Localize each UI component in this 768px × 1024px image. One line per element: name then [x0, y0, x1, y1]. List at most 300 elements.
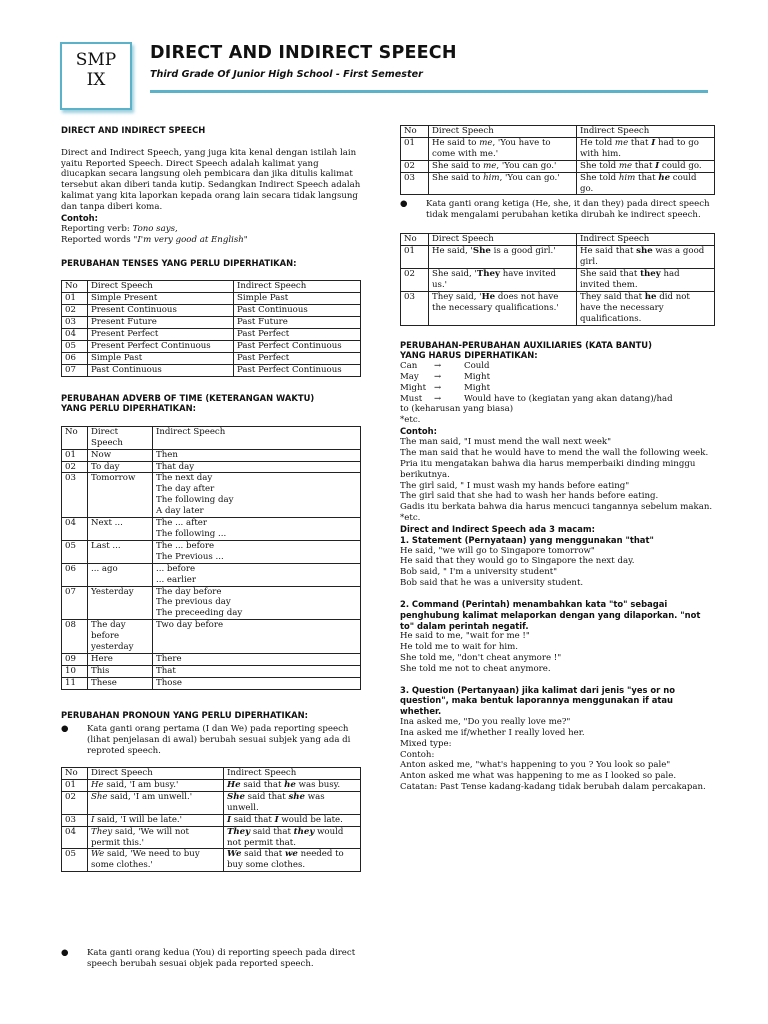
- adverb-cell: [153, 473, 361, 518]
- aux-must-cont: to (keharusan yang biasa): [400, 404, 514, 415]
- table-row: [62, 305, 361, 317]
- tenses-cell: Past Perfect Continuous: [234, 364, 361, 376]
- row-number: 02: [401, 268, 429, 291]
- adverb-cell: 09: [62, 653, 88, 665]
- table-row: [401, 291, 715, 325]
- pronoun-bullet-2: [61, 948, 361, 970]
- adverb-cell-line: The day before: [156, 586, 222, 597]
- direct-text: said, 'We need to buy some clothes.': [91, 849, 200, 871]
- badge-line-2: IX: [86, 70, 106, 90]
- tenses-cell: Simple Past: [88, 352, 234, 364]
- adverb-cell: This: [88, 665, 153, 677]
- direct-text: , 'You can go.': [496, 160, 557, 171]
- aux-heading-1: PERUBAHAN-PERUBAHAN AUXILIARIES (KATA BANTU): [400, 339, 652, 350]
- intro-heading: DIRECT AND INDIRECT SPEECH: [61, 125, 206, 135]
- aux-to: Would have to (kegiatan yang akan datang)/had: [464, 393, 673, 404]
- tenses-cell: 04: [62, 328, 88, 340]
- aux-etc-1: *etc.: [400, 415, 421, 426]
- table-row: [62, 791, 361, 814]
- adverb-cell-line: The next day: [156, 473, 213, 484]
- page-title: DIRECT AND INDIRECT SPEECH: [150, 43, 457, 63]
- indirect-cell: [577, 268, 715, 291]
- adverb-cell: 01: [62, 449, 88, 461]
- subject: they: [640, 268, 661, 279]
- tenses-cell: 01: [62, 293, 88, 305]
- direct-cell: [429, 160, 577, 172]
- tenses-cell: Present Future: [88, 316, 234, 328]
- subject: We: [91, 849, 105, 860]
- indirect-text: would be late.: [278, 814, 343, 825]
- table-row: [401, 160, 715, 172]
- table-row: [62, 352, 361, 364]
- adverb-cell-line: The following ...: [156, 529, 227, 540]
- indirect-text: said that: [241, 849, 285, 860]
- indirect-text: that: [628, 137, 652, 148]
- arrow-icon: →: [434, 393, 442, 404]
- indirect-cell: [577, 160, 715, 172]
- tenses-cell: Past Future: [234, 316, 361, 328]
- adverb-cell-line: The day after: [156, 484, 215, 495]
- pron1-header-cell: Indirect Speech: [224, 768, 361, 780]
- subject: he: [644, 291, 657, 302]
- pronoun-table-3: [400, 233, 715, 325]
- row-number: 02: [401, 160, 429, 172]
- adverb-cell-line: The following day: [156, 495, 234, 506]
- indirect-text: He said that: [580, 246, 637, 257]
- tenses-cell: Past Perfect: [234, 328, 361, 340]
- adverb-cell: There: [153, 653, 361, 665]
- subject: he: [658, 172, 671, 183]
- indirect-text: was busy.: [295, 780, 341, 790]
- arrow-icon: →: [434, 382, 442, 393]
- adverb-cell-line: before: [91, 631, 120, 642]
- example-line: He said, "we will go to Singapore tomorrow": [400, 545, 595, 556]
- adverb-cell: Tomorrow: [88, 473, 153, 518]
- example-line: Anton asked me what was happening to me as I looked so pale.: [400, 771, 677, 782]
- adverb-cell: Next ...: [88, 518, 153, 541]
- direct-cell: [88, 780, 224, 792]
- table-row: [62, 340, 361, 352]
- indirect-cell: [224, 849, 361, 872]
- bullet-glyph: ●: [61, 724, 69, 735]
- intro-words-value: "I'm very good at English": [133, 234, 248, 245]
- pronoun-bullet-1-text: Kata ganti orang pertama (I dan We) pada reporting speech (lihat penjelasan di awal) berubah sesuai subjek yang ada di reproted speech.: [87, 724, 351, 757]
- aux-list: [400, 361, 715, 405]
- indirect-text: He told: [580, 137, 615, 148]
- subject: I: [651, 137, 656, 148]
- row-number: 02: [62, 791, 88, 814]
- indirect-text: She told: [580, 160, 619, 171]
- direct-text: does not have the necessary qualifications.': [432, 291, 559, 313]
- table-row: [62, 449, 361, 461]
- object: me: [483, 160, 497, 171]
- aux-row: [400, 361, 715, 372]
- adverb-cell: [153, 540, 361, 563]
- example-line: He said that they would go to Singapore the next day.: [400, 556, 635, 567]
- pronoun-table-1: [61, 767, 361, 872]
- indirect-text: She said that: [580, 268, 641, 279]
- adverb-cell-line: The ... after: [156, 518, 207, 529]
- adverb-cell: 03: [62, 473, 88, 518]
- direct-cell: [88, 791, 224, 814]
- arrow-icon: →: [434, 371, 442, 382]
- tenses-cell: 07: [62, 364, 88, 376]
- example-line: Anton asked me, "what's happening to you ? You look so pale": [400, 760, 671, 771]
- adverb-heading-2: YANG PERLU DIPERHATIKAN:: [61, 403, 196, 414]
- adverb-cell: That: [153, 665, 361, 677]
- adverb-cell: 02: [62, 461, 88, 473]
- subject: we: [284, 849, 298, 860]
- pronoun-bullet-3-text: Kata ganti orang ketiga (He, she, it dan they) pada direct speech tidak mengalami perubahan ketika dirubah ke indirect speech.: [426, 199, 710, 221]
- intro-words-label: Reported words: [61, 234, 134, 245]
- subject: I: [227, 814, 232, 825]
- tenses-cell: Past Perfect Continuous: [234, 340, 361, 352]
- direct-text: She said to: [432, 172, 484, 183]
- indirect-text: that: [632, 160, 656, 171]
- intro-words: [61, 235, 361, 246]
- table-row: [62, 826, 361, 849]
- direct-cell: [429, 291, 577, 325]
- indirect-text: could go.: [580, 172, 697, 194]
- adverb-cell: Now: [88, 449, 153, 461]
- adverb-heading-1: PERUBAHAN ADVERB OF TIME (KETERANGAN WAKTU): [61, 392, 315, 403]
- table-row: [62, 364, 361, 376]
- indirect-text: had to go with him.: [580, 137, 699, 159]
- subject: they: [293, 826, 315, 837]
- object: him: [483, 172, 500, 183]
- indirect-cell: [577, 137, 715, 160]
- aux-from: Must: [400, 393, 423, 404]
- object: me: [614, 137, 629, 148]
- object: him: [618, 172, 636, 183]
- adverb-cell: 11: [62, 677, 88, 689]
- adverb-cell-line: The previous day: [156, 597, 231, 608]
- indirect-text: said that: [240, 780, 285, 790]
- indirect-text: They said that: [580, 291, 645, 302]
- indirect-cell: [577, 246, 715, 269]
- aux-from: Might: [400, 382, 427, 393]
- aux-to: Could: [464, 360, 490, 371]
- adverb-cell: [88, 620, 153, 654]
- subject: I: [274, 814, 279, 825]
- table-row: [62, 563, 361, 586]
- table-row: [62, 540, 361, 563]
- adverb-cell-line: The ... before: [156, 540, 215, 551]
- direct-text: He said, ': [432, 246, 473, 257]
- pronoun-bullet-1: [61, 724, 361, 757]
- intro-verb-value: Tono says,: [132, 223, 178, 234]
- pron2-header-cell: Direct Speech: [429, 126, 577, 138]
- aux-example-line: The girl said that she had to wash her hands before eating.: [400, 491, 659, 502]
- aux-example-line: Gadis itu berkata bahwa dia harus mencuci tangannya sebelum makan.: [400, 502, 713, 513]
- pron3-header-cell: No: [401, 234, 429, 246]
- badge-line-1: SMP: [75, 50, 117, 70]
- table-row: [62, 849, 361, 872]
- direct-text: , 'You have to come with me.': [432, 137, 551, 159]
- row-number: 01: [401, 137, 429, 160]
- table-row: [62, 473, 361, 518]
- types-heading: Direct and Indirect Speech ada 3 macam:: [400, 524, 595, 535]
- indirect-cell: [224, 791, 361, 814]
- pronoun-table-2: [400, 125, 715, 195]
- indirect-cell: [577, 291, 715, 325]
- aux-from: Can: [400, 360, 418, 371]
- subject: They: [476, 268, 500, 279]
- bullet-glyph: ●: [400, 199, 408, 210]
- subject: He: [227, 780, 241, 790]
- direct-text: She said to: [432, 160, 484, 171]
- adverb-cell: 05: [62, 540, 88, 563]
- direct-cell: [429, 246, 577, 269]
- indirect-text: was a good girl.: [580, 246, 705, 268]
- header-rule: [150, 90, 708, 93]
- type-3-heading: 3. Question (Pertanyaan) jika kalimat dari jenis "yes or no question", maka bentuk laporannya menggunakan if atau whether.: [400, 684, 675, 717]
- pron2-header-row: [401, 126, 715, 138]
- tenses-cell: Present Perfect: [88, 328, 234, 340]
- table-row: [401, 137, 715, 160]
- aux-example-line: Pria itu mengatakan bahwa dia harus memperbaiki dinding minggu berikutnya.: [400, 458, 696, 480]
- adverb-header-cell-line: Direct: [91, 426, 119, 437]
- table-row: [62, 293, 361, 305]
- adverb-cell-line: ... before: [156, 563, 196, 574]
- aux-examples: [400, 437, 715, 513]
- subject: He: [481, 291, 496, 302]
- aux-row: [400, 372, 715, 383]
- right-column: [400, 125, 715, 793]
- indirect-text: needed to buy some clothes.: [227, 849, 344, 871]
- table-row: [62, 586, 361, 620]
- tenses-heading: PERUBAHAN TENSES YANG PERLU DIPERHATIKAN:: [61, 257, 297, 268]
- indirect-text: said that: [244, 791, 289, 802]
- direct-text: She said, ': [432, 268, 477, 279]
- aux-from: May: [400, 371, 419, 382]
- row-number: 04: [62, 826, 88, 849]
- adverb-cell-line: The Previous ...: [156, 551, 224, 562]
- table-row: [401, 172, 715, 195]
- table-row: [62, 814, 361, 826]
- indirect-cell: [224, 814, 361, 826]
- row-number: 01: [62, 780, 88, 792]
- tenses-table: [61, 280, 361, 376]
- subject: He: [91, 780, 104, 790]
- aux-example-line: The man said that he would have to mend the wall the following week.: [400, 447, 709, 458]
- example-line: Bob said, " I'm a university student": [400, 567, 558, 578]
- direct-cell: [429, 137, 577, 160]
- row-number: 01: [401, 246, 429, 269]
- indirect-text: that: [635, 172, 659, 183]
- aux-contoh: Contoh:: [400, 426, 437, 437]
- direct-cell: [429, 268, 577, 291]
- example-line: Ina asked me if/whether I really loved her.: [400, 727, 585, 738]
- row-number: 03: [401, 291, 429, 325]
- bullet-glyph: ●: [61, 948, 69, 959]
- tenses-header-cell: Direct Speech: [88, 281, 234, 293]
- adverb-cell: Last ...: [88, 540, 153, 563]
- indirect-text: said that: [250, 826, 294, 837]
- adverb-header-cell: [88, 426, 153, 449]
- direct-cell: [88, 849, 224, 872]
- type-2-heading: 2. Command (Perintah) menambahkan kata "to" sebagai penghubung kalimat melaporkan dengan yang dilaporkan. "not to" dalam perintah negatif.: [400, 599, 701, 631]
- adverb-cell: 08: [62, 620, 88, 654]
- table-row: [62, 518, 361, 541]
- tenses-cell: Past Continuous: [88, 364, 234, 376]
- aux-etc-2: *etc.: [400, 513, 421, 524]
- subject: They: [227, 826, 251, 837]
- table-row: [401, 246, 715, 269]
- direct-text: , 'You can go.': [499, 172, 560, 183]
- example-line: Mixed type:: [400, 738, 452, 749]
- table-row: [401, 268, 715, 291]
- pron1-header-row: [62, 768, 361, 780]
- direct-text: said, 'I am busy.': [103, 780, 179, 790]
- example-line: She told me not to cheat anymore.: [400, 663, 551, 674]
- adverb-cell: ... ago: [88, 563, 153, 586]
- adverb-cell: [153, 518, 361, 541]
- tenses-header-cell: No: [62, 281, 88, 293]
- grade-badge: [60, 42, 132, 110]
- adverb-cell: 04: [62, 518, 88, 541]
- indirect-text: was unwell.: [227, 791, 325, 813]
- object: me: [479, 137, 493, 148]
- pron1-header-cell: Direct Speech: [88, 768, 224, 780]
- row-number: 03: [401, 172, 429, 195]
- pronoun-heading: PERUBAHAN PRONOUN YANG PERLU DIPERHATIKAN:: [61, 709, 308, 720]
- aux-row: [400, 394, 715, 405]
- type-2-examples: [400, 631, 715, 675]
- adverb-cell-line: A day later: [156, 506, 204, 517]
- aux-heading-2: YANG HARUS DIPERHATIKAN:: [400, 350, 538, 361]
- arrow-icon: →: [434, 360, 442, 371]
- adverb-cell-line: yesterday: [91, 642, 134, 653]
- page-subtitle: Third Grade Of Junior High School - First Semester: [150, 69, 423, 80]
- indirect-cell: [224, 780, 361, 792]
- adverb-header-cell: Indirect Speech: [153, 426, 361, 449]
- adverb-cell: Here: [88, 653, 153, 665]
- tenses-cell: Past Perfect: [234, 352, 361, 364]
- direct-text: is a good girl.': [490, 246, 556, 257]
- example-line: She told me, "don't cheat anymore !": [400, 653, 562, 663]
- type-3-examples: [400, 717, 715, 793]
- indirect-text: said that: [231, 814, 275, 825]
- adverb-cell-line: ... earlier: [156, 574, 196, 585]
- direct-cell: [88, 814, 224, 826]
- direct-cell: [429, 172, 577, 195]
- adverb-cell: [153, 586, 361, 620]
- indirect-text: had invited them.: [580, 268, 680, 290]
- adverb-cell: That day: [153, 461, 361, 473]
- subject: she: [636, 246, 653, 257]
- left-column: [61, 125, 361, 970]
- adverb-cell: 07: [62, 586, 88, 620]
- subject: I: [655, 160, 660, 171]
- table-row: [62, 461, 361, 473]
- object: me: [618, 160, 633, 171]
- pron2-header-cell: Indirect Speech: [577, 126, 715, 138]
- direct-text: said, 'I am unwell.': [107, 791, 193, 802]
- intro-verb: [61, 224, 361, 235]
- adverb-header-cell: No: [62, 426, 88, 449]
- row-number: 05: [62, 849, 88, 872]
- tenses-cell: 02: [62, 305, 88, 317]
- direct-text: have invited us.': [432, 268, 556, 290]
- subject: She: [227, 791, 245, 802]
- adverb-cell: 10: [62, 665, 88, 677]
- adverb-cell: Two day before: [153, 620, 361, 654]
- adverb-header-row: [62, 426, 361, 449]
- tenses-cell: Present Continuous: [88, 305, 234, 317]
- direct-text: He said to: [432, 137, 480, 148]
- pronoun-bullet-3: [400, 199, 715, 221]
- pron3-header-row: [401, 234, 715, 246]
- pron3-header-cell: Indirect Speech: [577, 234, 715, 246]
- tenses-cell: Simple Past: [234, 293, 361, 305]
- adverb-cell: Then: [153, 449, 361, 461]
- indirect-text: would not permit that.: [227, 826, 344, 848]
- intro-verb-label: Reporting verb:: [61, 223, 133, 234]
- direct-text: said, 'I will be late.': [94, 814, 183, 825]
- aux-example-line: The girl said, " I must wash my hands before eating": [400, 480, 630, 491]
- subject: she: [288, 791, 306, 802]
- example-line: Catatan: Past Tense kadang-kadang tidak berubah dalam percakapan.: [400, 782, 706, 793]
- tenses-header-row: [62, 281, 361, 293]
- pron3-header-cell: Direct Speech: [429, 234, 577, 246]
- aux-example-line: The man said, "I must mend the wall next week": [400, 436, 612, 447]
- subject: We: [227, 849, 242, 860]
- table-row: [62, 620, 361, 654]
- adverb-cell: [153, 563, 361, 586]
- example-line: He told me to wait for him.: [400, 642, 519, 653]
- adverb-cell: To day: [88, 461, 153, 473]
- subject: She: [472, 246, 491, 257]
- aux-row: [400, 383, 715, 394]
- adverb-table: [61, 426, 361, 690]
- pron2-header-cell: No: [401, 126, 429, 138]
- adverb-cell: Those: [153, 677, 361, 689]
- tenses-header-cell: Indirect Speech: [234, 281, 361, 293]
- intro-contoh: Contoh:: [61, 213, 98, 224]
- aux-to: Might: [464, 371, 491, 382]
- example-line: Bob said that he was a university student.: [400, 578, 584, 589]
- tenses-cell: 06: [62, 352, 88, 364]
- type-1-examples: [400, 546, 715, 590]
- pronoun-bullet-2-text: Kata ganti orang kedua (You) di reporting speech pada direct speech berubah sesuai objek pada reported speech.: [87, 948, 356, 970]
- table-row: [62, 677, 361, 689]
- table-row: [62, 665, 361, 677]
- table-row: [62, 316, 361, 328]
- adverb-cell-line: The day: [91, 620, 126, 631]
- adverb-header-cell-line: Speech: [91, 437, 123, 448]
- tenses-cell: 03: [62, 316, 88, 328]
- subject: She: [91, 791, 108, 802]
- direct-text: said, 'We will not permit this.': [91, 826, 190, 848]
- indirect-text: could go.: [659, 160, 702, 171]
- adverb-cell: 06: [62, 563, 88, 586]
- example-line: Contoh:: [400, 749, 435, 760]
- indirect-cell: [224, 826, 361, 849]
- tenses-cell: Present Perfect Continuous: [88, 340, 234, 352]
- row-number: 03: [62, 814, 88, 826]
- subject: They: [91, 826, 113, 837]
- adverb-cell: These: [88, 677, 153, 689]
- example-line: He said to me, "wait for me !": [400, 631, 530, 642]
- indirect-text: She told: [580, 172, 619, 183]
- example-line: Ina asked me, "Do you really love me?": [400, 716, 571, 727]
- tenses-cell: Past Continuous: [234, 305, 361, 317]
- indirect-cell: [577, 172, 715, 195]
- pron1-header-cell: No: [62, 768, 88, 780]
- intro-paragraph: Direct and Indirect Speech, yang juga kita kenal dengan istilah lain yaitu Reported Speech. Direct Speech adalah kalimat yang diucapkan secara langsung oleh pembicara dan jika ditulis kalimat tersebut akan diberi tanda kutip. Sedangkan Indirect Speech adalah kalimat yang kita laporkan kepada orang lain secara tidak langsung dan tanpa diberi koma.: [61, 147, 361, 213]
- table-row: [62, 653, 361, 665]
